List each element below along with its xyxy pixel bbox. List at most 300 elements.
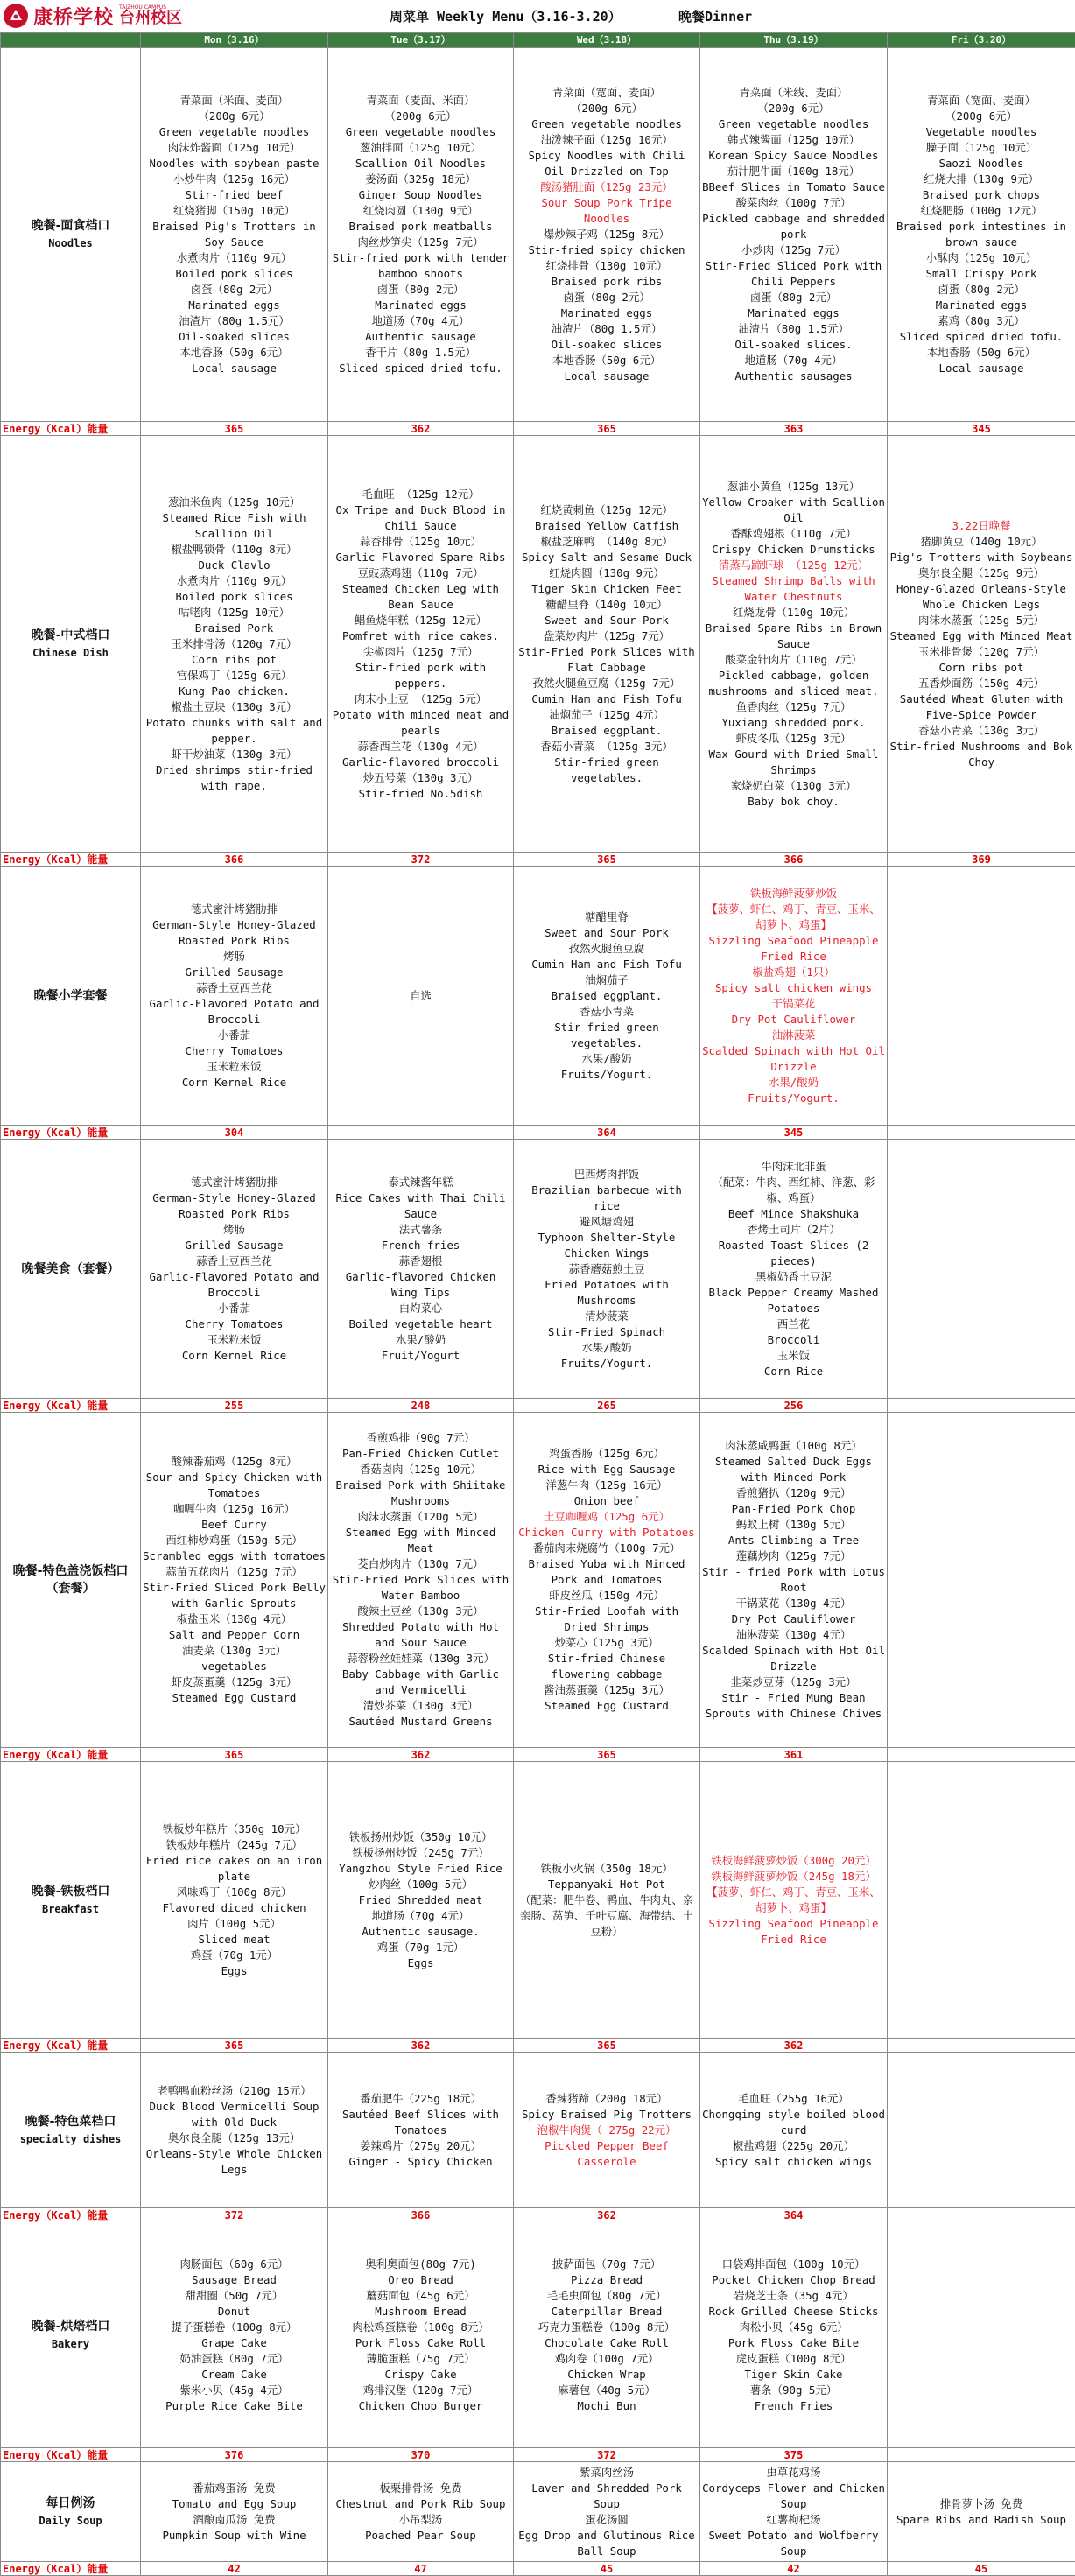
dish-line: Scallion Oil Noodles — [330, 156, 511, 172]
dish-line: Laver and Shredded Pork Soup — [516, 2481, 698, 2512]
dish-line: 蒜香土豆西兰花 — [143, 980, 326, 996]
dish-line: Crispy Cake — [330, 2367, 511, 2383]
dish-line: Braised pork meatballs — [330, 219, 511, 235]
dish-line: 香煎鸡排（90g 7元） — [330, 1430, 511, 1446]
dish-line: 蒜蓉粉丝娃娃菜（130g 3元） — [330, 1651, 511, 1667]
header-cell — [1, 33, 141, 48]
energy-row — [1, 2039, 1075, 2053]
dish-line: Scalded Spinach with Hot Oil Drizzle — [702, 1043, 885, 1075]
day-header-row — [1, 33, 1075, 48]
dish-line: Stir-fried beef — [143, 187, 326, 203]
dish-line: 西兰花 — [702, 1316, 885, 1332]
energy-value: 370 — [328, 2448, 514, 2462]
dish-cell — [700, 48, 888, 422]
dish-line: 小炒肉（125g 7元） — [702, 242, 885, 258]
dish-line: 香干片（80g 1.5元） — [330, 345, 511, 361]
dish-line: Stir-Fried Loofah with Dried Shrimps — [516, 1604, 698, 1635]
dish-line: 避风塘鸡翅 — [516, 1214, 698, 1230]
dish-line: 老鸭鸭血粉丝汤（210g 15元） — [143, 2083, 326, 2099]
dish-line: 肉片（100g 5元） — [143, 1916, 326, 1932]
energy-row — [1, 2448, 1075, 2462]
dish-line: Sausage Bread — [143, 2272, 326, 2288]
dish-line: 铁板扬州炒饭（350g 10元） — [330, 1829, 511, 1845]
dish-line: Caterpillar Bread — [516, 2304, 698, 2320]
dish-line: Dry Pot Cauliflower — [702, 1611, 885, 1627]
dish-cell — [328, 2222, 514, 2448]
dish-line: 奥尔良全腿（125g 13元） — [143, 2130, 326, 2146]
dish-line: （配菜：牛肉、西红柿、洋葱、彩椒、鸡蛋） — [702, 1175, 885, 1206]
category-cell — [1, 2053, 141, 2208]
dish-line: 3.22日晚餐 — [889, 518, 1073, 534]
dish-line: 姜汤面（325g 18元） — [330, 172, 511, 187]
school-name: 康桥学校 — [33, 3, 114, 30]
dish-line: 德式蜜汁烤猪肋排 — [143, 902, 326, 917]
dish-line: 紫菜肉丝汤 — [516, 2465, 698, 2481]
dish-line: Local sausage — [889, 361, 1073, 376]
dish-line: 甜甜圈（50g 7元） — [143, 2288, 326, 2304]
menu-row — [1, 2222, 1075, 2448]
energy-row — [1, 422, 1075, 436]
dish-line: Stir-Fried Pork Slices with Water Bamboo — [330, 1572, 511, 1604]
dish-line: 泡椒牛肉煲（ 275g 22元） — [516, 2123, 698, 2138]
dish-line: Purple Rice Cake Bite — [143, 2398, 326, 2414]
dish-line: 小番茄 — [143, 1028, 326, 1043]
dish-line: Pocket Chicken Chop Bread — [702, 2272, 885, 2288]
dish-line: Spicy Salt and Sesame Duck — [516, 550, 698, 565]
dish-line: 红烧肉圆（130g 9元） — [516, 565, 698, 581]
menu-table — [0, 32, 1075, 2576]
dish-line: 卤蛋（80g 2元） — [889, 282, 1073, 298]
dish-cell — [888, 1413, 1075, 1748]
dish-line: 玉米排骨汤（120g 7元） — [143, 636, 326, 652]
dish-line: 肉松小贝（45g 6元） — [702, 2320, 885, 2335]
dish-line: 鲳鱼烧年糕（125g 12元） — [330, 613, 511, 628]
dish-line: vegetables — [143, 1659, 326, 1674]
dish-line: 香菇小青菜 — [516, 1004, 698, 1020]
dish-line: （200g 6元） — [702, 101, 885, 116]
dish-line: Sautéed Wheat Gluten with Five-Spice Powder — [889, 691, 1073, 723]
dish-line: Honey-Glazed Orleans-Style Whole Chicken Legs — [889, 581, 1073, 613]
dish-line: Braised Yuba with Minced Pork and Tomatoes — [516, 1556, 698, 1588]
dish-line: 宫保鸡丁（125g 6元） — [143, 668, 326, 684]
dish-line: 鸡肉卷（100g 7元） — [516, 2351, 698, 2367]
energy-label: Energy（Kcal）能量 — [1, 1126, 141, 1140]
category-label-en: Chinese Dish — [3, 644, 138, 662]
dish-line: Fried rice cakes on an iron plate — [143, 1853, 326, 1885]
dish-line: Stir-fried green vegetables. — [516, 1020, 698, 1051]
day-header-tue: Tue（3.17） — [328, 33, 514, 48]
dish-line: 小炒牛肉（125g 16元） — [143, 172, 326, 187]
dish-line: （200g 6元） — [516, 101, 698, 116]
dish-line: Typhoon Shelter-Style Chicken Wings — [516, 1230, 698, 1261]
dish-line: Stir - Fried Mung Bean Sprouts with Chinese Chives — [702, 1690, 885, 1722]
dish-line: Mushroom Bread — [330, 2304, 511, 2320]
dish-line: 油麦菜（130g 3元） — [143, 1643, 326, 1659]
dish-line: Teppanyaki Hot Pot — [516, 1877, 698, 1892]
dish-line: 香煎猪扒（120g 9元） — [702, 1485, 885, 1501]
dish-line: Stir-fried pork with peppers. — [330, 660, 511, 691]
dish-line: Kung Pao chicken. — [143, 684, 326, 699]
dish-line: Spicy Noodles with Chili Oil Drizzled on Top — [516, 148, 698, 179]
dish-cell — [328, 2053, 514, 2208]
dish-line: 蘑菇面包（45g 6元） — [330, 2288, 511, 2304]
dish-cell — [700, 2053, 888, 2208]
dish-line: Mochi Bun — [516, 2398, 698, 2414]
dish-line: Yangzhou Style Fried Rice — [330, 1861, 511, 1877]
school-emblem-icon — [4, 4, 28, 28]
energy-value — [888, 1748, 1075, 1762]
campus-name-en: TAIZHOU CAMPUS — [119, 5, 182, 11]
dish-line: Potato chunks with salt and pepper. — [143, 715, 326, 747]
dish-line: 黑椒奶香土豆泥 — [702, 1269, 885, 1285]
dish-line: Chongqing style boiled blood curd — [702, 2107, 885, 2138]
dish-line: Pan-Fried Chicken Cutlet — [330, 1446, 511, 1462]
dish-line: Small Crispy Pork — [889, 266, 1073, 282]
dish-line: Poached Pear Soup — [330, 2528, 511, 2544]
dish-line: Scrambled eggs with tomatoes — [143, 1548, 326, 1564]
dish-line: 红烧龙骨（110g 10元） — [702, 605, 885, 621]
dish-line: Corn Rice — [702, 1364, 885, 1379]
dish-cell — [141, 2222, 328, 2448]
dish-line: Spicy salt chicken wings — [702, 980, 885, 996]
dish-line: 蒜香排骨（125g 10元） — [330, 534, 511, 550]
energy-label: Energy（Kcal）能量 — [1, 422, 141, 436]
dish-line: Sliced spiced dried tofu. — [330, 361, 511, 376]
dish-line: 肉沫蒸咸鸭蛋（100g 8元） — [702, 1438, 885, 1454]
dish-cell — [514, 1140, 700, 1399]
dish-line: 虾皮冬瓜（125g 3元） — [702, 731, 885, 747]
dish-line: Duck Blood Vermicelli Soup with Old Duck — [143, 2099, 326, 2130]
dish-line: 茭白炒肉片（130g 7元） — [330, 1556, 511, 1572]
category-cell — [1, 2462, 141, 2562]
dish-line: Stir-Fried Sliced Pork Belly with Garlic Sprouts — [143, 1580, 326, 1611]
dish-line: Fruit/Yogurt — [330, 1348, 511, 1364]
dish-line: 酸菜肉丝（100g 7元） — [702, 195, 885, 211]
dish-line: Ginger - Spicy Chicken — [330, 2154, 511, 2170]
dish-line: Pizza Bread — [516, 2272, 698, 2288]
dish-line: 莲藕炒肉（125g 7元） — [702, 1548, 885, 1564]
dish-line: 奶油蛋糕（80g 7元） — [143, 2351, 326, 2367]
dish-line: 红烧排骨（130g 10元） — [516, 258, 698, 274]
dish-line: Dried shrimps stir-fried with rape. — [143, 762, 326, 794]
dish-line: Rice with Egg Sausage — [516, 1462, 698, 1478]
dish-line: Pickled cabbage, golden mushrooms and sliced meat. — [702, 668, 885, 699]
dish-line: Stir - fried Pork with Lotus Root — [702, 1564, 885, 1596]
energy-value: 47 — [328, 2562, 514, 2576]
dish-line: Braised eggplant. — [516, 988, 698, 1004]
dish-line: Fruits/Yogurt. — [516, 1356, 698, 1372]
dish-line: 巧克力蛋糕卷（100g 8元） — [516, 2320, 698, 2335]
energy-value: 42 — [700, 2562, 888, 2576]
energy-value: 362 — [328, 422, 514, 436]
dish-line: 茄汁肥牛面（100g 18元） — [702, 164, 885, 179]
dish-line: Fruits/Yogurt. — [516, 1067, 698, 1083]
category-label: 晚餐-铁板档口 — [32, 1885, 110, 1899]
dish-cell — [700, 867, 888, 1126]
dish-line: 德式蜜汁烤猪肋排 — [143, 1175, 326, 1190]
dish-line: 油淋菠菜 — [702, 1028, 885, 1043]
dish-line: Green vegetable noodles — [702, 116, 885, 132]
energy-value: 362 — [700, 2039, 888, 2053]
dish-line: 玉米粒米饭 — [143, 1332, 326, 1348]
dish-line: 青菜面（麦面、米面） — [330, 93, 511, 109]
dish-cell — [514, 867, 700, 1126]
dish-line: Shredded Potato with Hot and Sour Sauce — [330, 1619, 511, 1651]
dish-line: Steamed Shrimp Balls with Water Chestnuts — [702, 573, 885, 605]
energy-value: 45 — [514, 2562, 700, 2576]
dish-line: Sour Soup Pork Tripe Noodles — [516, 195, 698, 227]
dish-line: Braised pork ribs — [516, 274, 698, 290]
dish-line: Fried Potatoes with Mushrooms — [516, 1277, 698, 1309]
dish-line: 盘菜炒肉片（125g 7元） — [516, 628, 698, 644]
dish-line: 葱油小黄鱼（125g 13元） — [702, 479, 885, 495]
dish-line: Steamed Egg Custard — [143, 1690, 326, 1706]
dish-cell — [514, 48, 700, 422]
dish-line: Rice Cakes with Thai Chili Sauce — [330, 1190, 511, 1222]
dish-line: Grilled Sausage — [143, 965, 326, 980]
dish-line: 自选 — [330, 988, 511, 1004]
dish-line: Sweet and Sour Pork — [516, 925, 698, 941]
dish-line: Steamed Egg with Minced Meat — [330, 1525, 511, 1556]
dish-line: Saozi Noodles — [889, 156, 1073, 172]
dish-line: 猪脚黄豆（140g 10元） — [889, 534, 1073, 550]
dish-line: Spicy Braised Pig Trotters — [516, 2107, 698, 2123]
energy-row — [1, 2562, 1075, 2576]
energy-label: Energy（Kcal）能量 — [1, 1748, 141, 1762]
energy-value: 372 — [141, 2208, 328, 2222]
energy-value: 265 — [514, 1399, 700, 1413]
energy-value: 376 — [141, 2448, 328, 2462]
dish-line: 水果/酸奶 — [702, 1075, 885, 1091]
dish-line: 麻薯包（40g 5元） — [516, 2383, 698, 2398]
dish-line: Sizzling Seafood Pineapple Fried Rice — [702, 1916, 885, 1948]
dish-line: 小吊梨汤 — [330, 2512, 511, 2528]
dish-line: Cumin Ham and Fish Tofu — [516, 957, 698, 972]
dish-line: Stir-fried Chinese flowering cabbage — [516, 1651, 698, 1682]
dish-line: Stir-fried spicy chicken — [516, 242, 698, 258]
dish-cell — [514, 2462, 700, 2562]
dish-line: 五香炒面筋（150g 4元） — [889, 676, 1073, 691]
dish-line: 虾皮蒸蛋羹（125g 3元） — [143, 1674, 326, 1690]
dish-line: 油焖茄子 — [516, 972, 698, 988]
dish-line: Pickled Pepper Beef Casserole — [516, 2138, 698, 2170]
dish-line: Tiger Skin Chicken Feet — [516, 581, 698, 597]
category-cell — [1, 2222, 141, 2448]
energy-label: Energy（Kcal）能量 — [1, 853, 141, 867]
dish-line: 椒盐鸭锁骨（110g 8元） — [143, 542, 326, 558]
dish-line: 孜然火腿鱼豆腐 — [516, 941, 698, 957]
dish-line: Stir-Fried Sliced Pork with Chili Peppers — [702, 258, 885, 290]
energy-row — [1, 1748, 1075, 1762]
category-label: 晚餐美食（套餐） — [22, 1262, 120, 1276]
dish-line: 水煮肉片（110g 9元） — [143, 573, 326, 589]
dish-line: 香菇小青菜（130g 3元） — [889, 723, 1073, 739]
dish-line: 铁板海鲜菠萝炒饭（245g 18元） — [702, 1869, 885, 1885]
dish-cell — [514, 436, 700, 853]
dish-cell — [514, 2053, 700, 2208]
dish-line: 肉沫水蒸蛋（125g 5元） — [889, 613, 1073, 628]
dish-line: Green vegetable noodles — [143, 124, 326, 140]
dish-line: Potato with minced meat and pearls — [330, 707, 511, 739]
dish-line: 干锅菜花 — [702, 996, 885, 1012]
dish-line: 毛血旺 （125g 12元） — [330, 487, 511, 502]
dish-line: Boiled pork slices — [143, 266, 326, 282]
dish-line: 虎皮蛋糕（100g 8元） — [702, 2351, 885, 2367]
energy-value: 365 — [514, 2039, 700, 2053]
dish-line: Beef Mince Shakshuka — [702, 1206, 885, 1222]
energy-value — [888, 1399, 1075, 1413]
dish-line: 油焖茄子（125g 4元） — [516, 707, 698, 723]
dish-line: 蒜香土豆西兰花 — [143, 1253, 326, 1269]
dish-line: 水煮肉片（110g 9元） — [143, 250, 326, 266]
dish-line: 虾干炒油菜（130g 3元） — [143, 747, 326, 762]
dish-line: 韭菜炒豆芽（125g 3元） — [702, 1674, 885, 1690]
category-cell — [1, 48, 141, 422]
dish-line: Chicken Curry with Potatoes — [516, 1525, 698, 1541]
dish-line: Stir-Fried Pork Slices with Flat Cabbage — [516, 644, 698, 676]
meal-label: 晚餐Dinner — [678, 7, 752, 25]
dish-line: Grape Cake — [143, 2335, 326, 2351]
dish-line: （200g 6元） — [889, 109, 1073, 124]
dish-line: Eggs — [143, 1963, 326, 1979]
page-title: 周菜单 Weekly Menu（3.16-3.20） — [390, 7, 622, 25]
dish-line: Steamed Chicken Leg with Bean Sauce — [330, 581, 511, 613]
dish-line: Garlic-Flavored Potato and Broccoli — [143, 996, 326, 1028]
dish-line: Boiled vegetable heart — [330, 1316, 511, 1332]
energy-value — [888, 2208, 1075, 2222]
dish-line: Cordyceps Flower and Chicken Soup — [702, 2481, 885, 2512]
dish-line: Beef Curry — [143, 1517, 326, 1533]
dish-line: 红烧黄刺鱼（125g 12元） — [516, 502, 698, 518]
dish-line: 薯条（90g 5元） — [702, 2383, 885, 2398]
dish-cell — [700, 1413, 888, 1748]
dish-line: Flavored diced chicken — [143, 1900, 326, 1916]
energy-value: 362 — [328, 1748, 514, 1762]
dish-line: 奥尔良全腿（125g 9元） — [889, 565, 1073, 581]
dish-line: 香辣猪蹄（200g 18元） — [516, 2091, 698, 2107]
dish-line: Ox Tripe and Duck Blood in Chili Sauce — [330, 502, 511, 534]
menu-row — [1, 1140, 1075, 1399]
energy-value: 345 — [700, 1126, 888, 1140]
dish-line: 番茄鸡蛋汤 免费 — [143, 2481, 326, 2496]
dish-line: 洋葱牛肉（125g 16元） — [516, 1478, 698, 1493]
dish-cell — [328, 2462, 514, 2562]
dish-line: 鱼香肉丝（125g 7元） — [702, 699, 885, 715]
dish-line: 奥利奥面包(80g 7元) — [330, 2257, 511, 2272]
dish-cell — [888, 2053, 1075, 2208]
dish-line: Local sausage — [516, 369, 698, 384]
dish-line: 泰式辣酱年糕 — [330, 1175, 511, 1190]
dish-line: German-Style Honey-Glazed Roasted Pork Ribs — [143, 917, 326, 949]
dish-line: 姜辣鸡片（275g 20元） — [330, 2138, 511, 2154]
dish-line: 鸡蛋香肠（125g 6元） — [516, 1446, 698, 1462]
category-label-en: Daily Soup — [3, 2512, 138, 2530]
dish-line: 香酥鸡翅根（110g 7元） — [702, 526, 885, 542]
dish-line: Corn Kernel Rice — [143, 1348, 326, 1364]
dish-cell — [700, 2222, 888, 2448]
dish-line: 油泼辣子面（125g 10元） — [516, 132, 698, 148]
dish-line: 番茄肥牛（225g 18元） — [330, 2091, 511, 2107]
dish-line: Ants Climbing a Tree — [702, 1533, 885, 1548]
category-label-en: Noodles — [3, 235, 138, 252]
dish-line: 虫草花鸡汤 — [702, 2465, 885, 2481]
dish-line: Pork Floss Cake Bite — [702, 2335, 885, 2351]
dish-line: 清炒菠菜 — [516, 1309, 698, 1324]
dish-cell — [141, 48, 328, 422]
dish-line: Pork Floss Cake Roll — [330, 2335, 511, 2351]
dish-line: Egg Drop and Glutinous Rice Ball Soup — [516, 2528, 698, 2559]
dish-line: 韩式辣酱面（125g 10元） — [702, 132, 885, 148]
dish-line: 铁板扬州炒饭（245g 7元） — [330, 1845, 511, 1861]
dish-line: Sweet and Sour Pork — [516, 613, 698, 628]
dish-line: Marinated eggs — [702, 305, 885, 321]
dish-line: 【菠萝、虾仁、鸡丁、青豆、玉米、胡萝卜、鸡蛋】 — [702, 1885, 885, 1916]
dish-line: Cherry Tomatoes — [143, 1043, 326, 1059]
dish-line: （200g 6元） — [143, 109, 326, 124]
menu-row — [1, 2053, 1075, 2208]
dish-line: 肉沫炸酱面（125g 10元） — [143, 140, 326, 156]
dish-line: 口袋鸡排面包（100g 10元） — [702, 2257, 885, 2272]
dish-cell — [888, 2462, 1075, 2562]
dish-line: Marinated eggs — [889, 298, 1073, 313]
dish-line: Vegetable noodles — [889, 124, 1073, 140]
dish-line: 油渣片（80g 1.5元） — [702, 321, 885, 337]
energy-value: 45 — [888, 2562, 1075, 2576]
dish-line: Baby Cabbage with Garlic and Vermicelli — [330, 1667, 511, 1698]
energy-value: 364 — [514, 1126, 700, 1140]
energy-row — [1, 853, 1075, 867]
dish-line: 玉米粒米饭 — [143, 1059, 326, 1075]
dish-line: 玉米饭 — [702, 1348, 885, 1364]
dish-line: Onion beef — [516, 1493, 698, 1509]
dish-cell — [700, 1762, 888, 2039]
day-header-fri: Fri（3.20） — [888, 33, 1075, 48]
dish-cell — [141, 2462, 328, 2562]
energy-value: 364 — [700, 2208, 888, 2222]
energy-label: Energy（Kcal）能量 — [1, 2562, 141, 2576]
dish-line: French Fries — [702, 2398, 885, 2414]
category-label-en: Breakfast — [3, 1900, 138, 1918]
dish-line: 土豆咖喱鸡（125g 6元） — [516, 1509, 698, 1525]
dish-line: 排骨萝卜汤 免费 — [889, 2496, 1073, 2512]
menu-row — [1, 2462, 1075, 2562]
dish-line: 肉松鸡蛋糕卷（100g 8元） — [330, 2320, 511, 2335]
dish-line: Authentic sausage — [330, 329, 511, 345]
dish-line: 青菜面（米线、麦面） — [702, 85, 885, 101]
dish-line: 油渣片（80g 1.5元） — [143, 313, 326, 329]
dish-line: Green vegetable noodles — [330, 124, 511, 140]
dish-line: 风味鸡丁（100g 8元） — [143, 1885, 326, 1900]
category-label-en: specialty dishes — [3, 2130, 138, 2148]
dish-line: 酸辣土豆丝（130g 3元） — [330, 1604, 511, 1619]
dish-line: 地道肠（70g 4元） — [330, 1908, 511, 1924]
category-cell — [1, 436, 141, 853]
dish-line: 家烧奶白菜（130g 3元） — [702, 778, 885, 794]
dish-line: Roasted Toast Slices (2 pieces) — [702, 1238, 885, 1269]
energy-value: 372 — [328, 853, 514, 867]
dish-line: Braised Spare Ribs in Brown Sauce — [702, 621, 885, 652]
dish-line: 白灼菜心 — [330, 1301, 511, 1316]
dish-line: Fruits/Yogurt. — [702, 1091, 885, 1106]
dish-line: Chicken Chop Burger — [330, 2398, 511, 2414]
category-label: 晚餐-中式档口 — [32, 628, 110, 642]
dish-line: Stir-fried pork with tender bamboo shoots — [330, 250, 511, 282]
dish-line: Garlic-flavored Chicken Wing Tips — [330, 1269, 511, 1301]
day-header-thu: Thu（3.19） — [700, 33, 888, 48]
dish-line: Braised pork chops — [889, 187, 1073, 203]
dish-line: 干锅菜花（130g 4元） — [702, 1596, 885, 1611]
dish-line: 肉肠面包（60g 6元） — [143, 2257, 326, 2272]
